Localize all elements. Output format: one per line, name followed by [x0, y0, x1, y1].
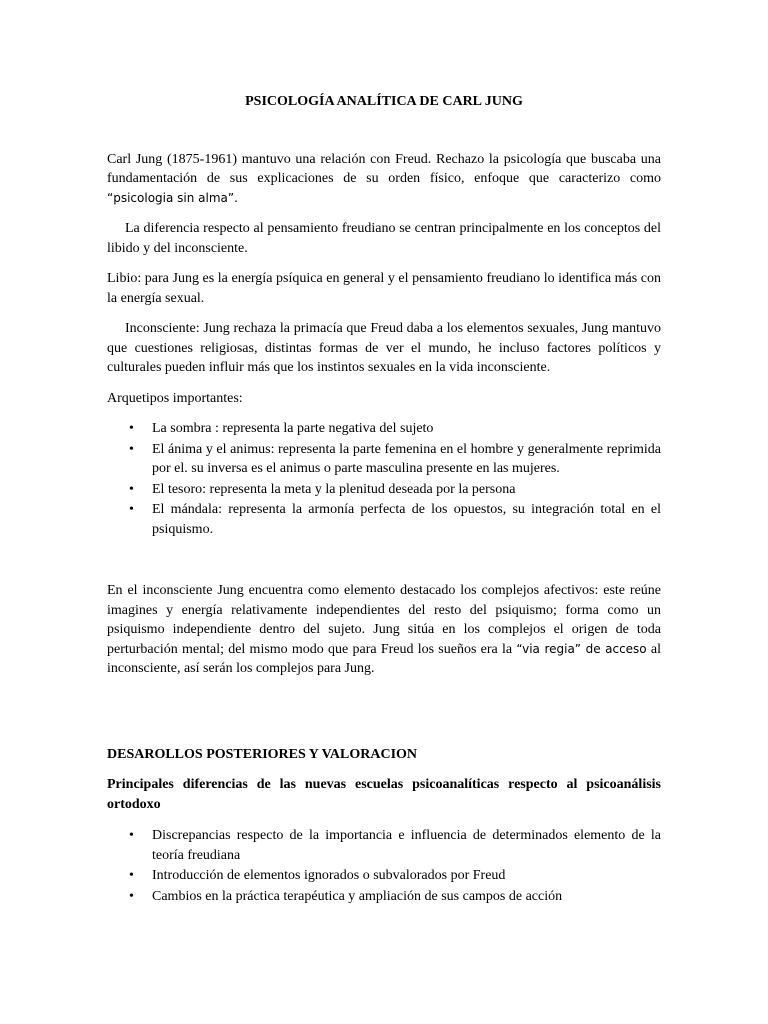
diferencias-list: [107, 826, 661, 906]
bullet-icon: •: [129, 888, 134, 904]
document-title: PSICOLOGÍA ANALÍTICA DE CARL JUNG: [245, 94, 523, 109]
list-item: [107, 500, 661, 539]
list-item: [107, 480, 661, 500]
complejos-end: al inconsciente, así serán los complejos para Jung.: [107, 641, 661, 676]
intro-quote: “psicologia sin alma”: [107, 190, 235, 205]
list-item-text: Introducción de elementos ignorados o subvalorados por Freud: [152, 868, 506, 883]
diferencia-paragraph: La diferencia respecto al pensamiento freudiano se centran principalmente en los conceptos del libido y del inconsciente.: [107, 221, 661, 256]
intro-end: .: [234, 190, 238, 205]
bullet-icon: •: [129, 828, 134, 843]
section-subheading: Principales diferencias de las nuevas escuelas psicoanalíticas respecto al psicoanálisis ortodoxo: [107, 777, 661, 812]
list-item: [107, 866, 661, 886]
list-item-text: El ánima y el animus: representa la parte femenina en el hombre y generalmente reprimida por el. su inversa es el animus o parte masculina presente en las mujeres.: [152, 441, 661, 476]
list-item: [107, 887, 661, 907]
intro-text: Carl Jung (1875-1961) mantuvo una relación con Freud. Rechazo la psicología que buscaba una fundamentación de sus explicaciones de su orden físico, enfoque que caracterizo como: [107, 151, 661, 186]
list-item-text: Cambios en la práctica terapéutica y ampliación de sus campos de acción: [152, 888, 563, 904]
arquetipos-list: [107, 419, 661, 539]
complejos-quote: “via regia” de acceso: [516, 641, 647, 656]
document-content: [107, 92, 661, 907]
list-item-text: Discrepancias respecto de la importancia e influencia de determinados elemento de la teoría freudiana: [152, 828, 661, 863]
complejos-paragraph: [107, 581, 661, 679]
bullet-icon: •: [129, 441, 134, 457]
bullet-icon: •: [129, 421, 134, 436]
complejos-text: En el inconsciente Jung encuentra como elemento destacado los complejos afectivos: este reúne imagines y energía relativamente independientes del resto del psiquismo; forma como un psiquismo independiente dentro del sujeto. Jung sitúa en los complejos el origen de toda perturbación mental; del mismo modo que para Freud los sueños era la: [107, 583, 661, 657]
bullet-icon: •: [129, 481, 134, 497]
inconsciente-paragraph: Inconsciente: Jung rechaza la primacía que Freud daba a los elementos sexuales, Jung mantuvo que cuestiones religiosas, distintas formas de ver el mundo, he incluso factores políticos y culturales pueden influir más que los instintos sexuales en la vida inconsciente.: [107, 321, 661, 375]
list-item-text: La sombra : representa la parte negativa del sujeto: [152, 421, 434, 436]
intro-paragraph: [107, 150, 661, 209]
list-item: [107, 826, 661, 865]
list-item-text: El mándala: representa la armonía perfecta de los opuestos, su integración total en el psiquismo.: [152, 502, 661, 537]
bullet-icon: •: [129, 868, 134, 883]
bullet-icon: •: [129, 502, 134, 517]
libio-paragraph: Libio: para Jung es la energía psíquica en general y el pensamiento freudiano lo identifica más con la energía sexual.: [107, 271, 661, 306]
list-item-text: El tesoro: representa la meta y la plenitud deseada por la persona: [152, 481, 516, 497]
arquetipos-label: Arquetipos importantes:: [107, 390, 243, 406]
section-heading: DESAROLLOS POSTERIORES Y VALORACION: [107, 746, 418, 762]
list-item: [107, 440, 661, 479]
list-item: [107, 419, 661, 439]
